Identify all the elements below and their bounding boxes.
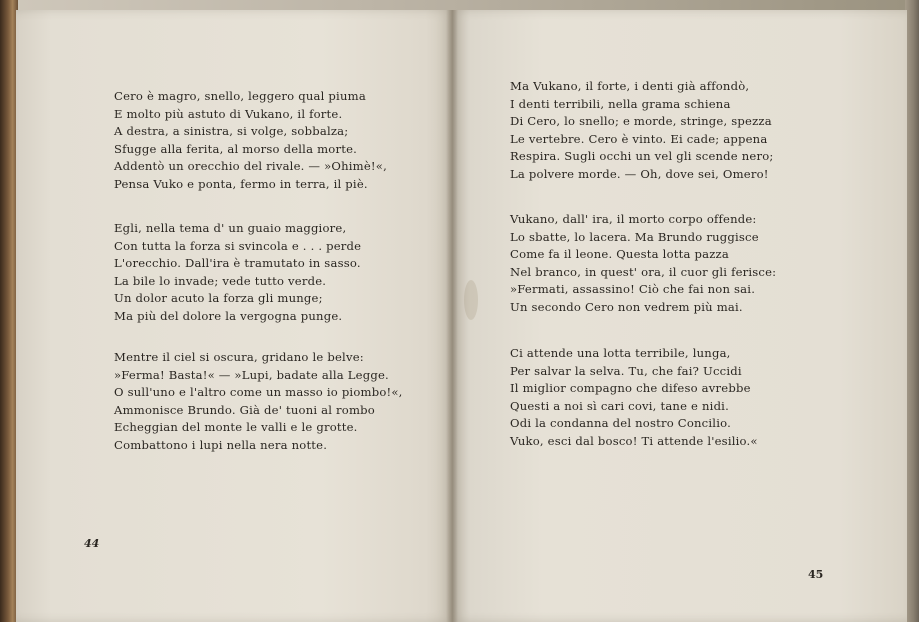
stanza (510, 211, 776, 317)
right-page (452, 10, 907, 622)
verse-line: L'orecchio. Dall'ira è tramutato in sasso. (114, 256, 361, 271)
verse-line: Un secondo Cero non vedrem più mai. (510, 299, 743, 314)
verse-line: Ma Vukano, il forte, i denti già affondò, (510, 79, 750, 93)
verse-line: Ammonisce Brundo. Già de' tuoni al rombo (114, 402, 375, 417)
page-number: 45 (808, 568, 824, 581)
verse-line: I denti terribili, nella grama schiena (510, 96, 731, 111)
verse-line: Vukano, dall' ira, il morto corpo offende: (510, 212, 757, 226)
verse-line: E molto più astuto di Vukano, il forte. (114, 106, 343, 121)
verse-line: Come fa il leone. Questa lotta pazza (510, 247, 729, 262)
stanza (510, 78, 774, 184)
verse-line: Con tutta la forza si svincola e . . . perde (114, 238, 362, 253)
verse-line: Il miglior compagno che difeso avrebbe (510, 381, 751, 396)
verse-line: Pensa Vuko e ponta, fermo in terra, il piè. (114, 176, 368, 191)
background-edge (905, 0, 919, 622)
background-strip (0, 0, 919, 10)
verse-line: Vuko, esci dal bosco! Ti attende l'esilio.« (510, 433, 758, 448)
verse-line: Odi la condanna del nostro Concilio. (510, 416, 731, 431)
verse-line: »Ferma! Basta!« — »Lupi, badate alla Legge. (114, 367, 389, 382)
stanza (114, 349, 403, 455)
verse-line: »Fermati, assassino! Ciò che fai non sai. (510, 282, 756, 297)
verse-line: Respira. Sugli occhi un vel gli scende nero; (510, 149, 774, 164)
verse-line: Sfugge alla ferita, al morso della morte. (114, 141, 358, 156)
verse-line: Combattono i lupi nella nera notte. (114, 437, 328, 452)
verse-line: Questi a noi sì cari covi, tane e nidi. (510, 398, 729, 413)
paper-stain (464, 280, 478, 320)
verse-line: La bile lo invade; vede tutto verde. (114, 273, 327, 288)
verse-line: Nel branco, in quest' ora, il cuor gli ferisce: (510, 264, 777, 279)
verse-line: Lo sbatte, lo lacera. Ma Brundo ruggisce (510, 229, 759, 244)
stanza (114, 220, 361, 326)
verse-line: O sull'uno e l'altro come un masso io piombo!«, (114, 385, 403, 400)
stanza (114, 88, 387, 194)
verse-line: La polvere morde. — Oh, dove sei, Omero! (510, 166, 769, 181)
verse-line: A destra, a sinistra, si volge, sobbalza; (114, 124, 349, 139)
verse-line: Per salvar la selva. Tu, che fai? Uccidi (510, 363, 742, 378)
verse-line: Egli, nella tema d' un guaio maggiore, (114, 221, 347, 235)
verse-line: Un dolor acuto la forza gli munge; (114, 291, 323, 306)
verse-line: Di Cero, lo snello; e morde, stringe, spezza (510, 114, 772, 129)
stanza (510, 345, 758, 451)
left-page (16, 10, 452, 622)
book-gutter (446, 10, 458, 622)
verse-line: Addentò un orecchio del rivale. — »Ohimè!«, (114, 159, 387, 174)
page-number: 44 (84, 537, 100, 550)
verse-line: Ci attende una lotta terribile, lunga, (510, 346, 731, 360)
verse-line: Mentre il ciel si oscura, gridano le belve: (114, 350, 364, 364)
verse-line: Le vertebre. Cero è vinto. Ei cade; appena (510, 131, 768, 146)
verse-line: Ma più del dolore la vergogna punge. (114, 308, 343, 323)
verse-line: Echeggian del monte le valli e le grotte. (114, 420, 358, 435)
verse-line: Cero è magro, snello, leggero qual piuma (114, 89, 366, 103)
